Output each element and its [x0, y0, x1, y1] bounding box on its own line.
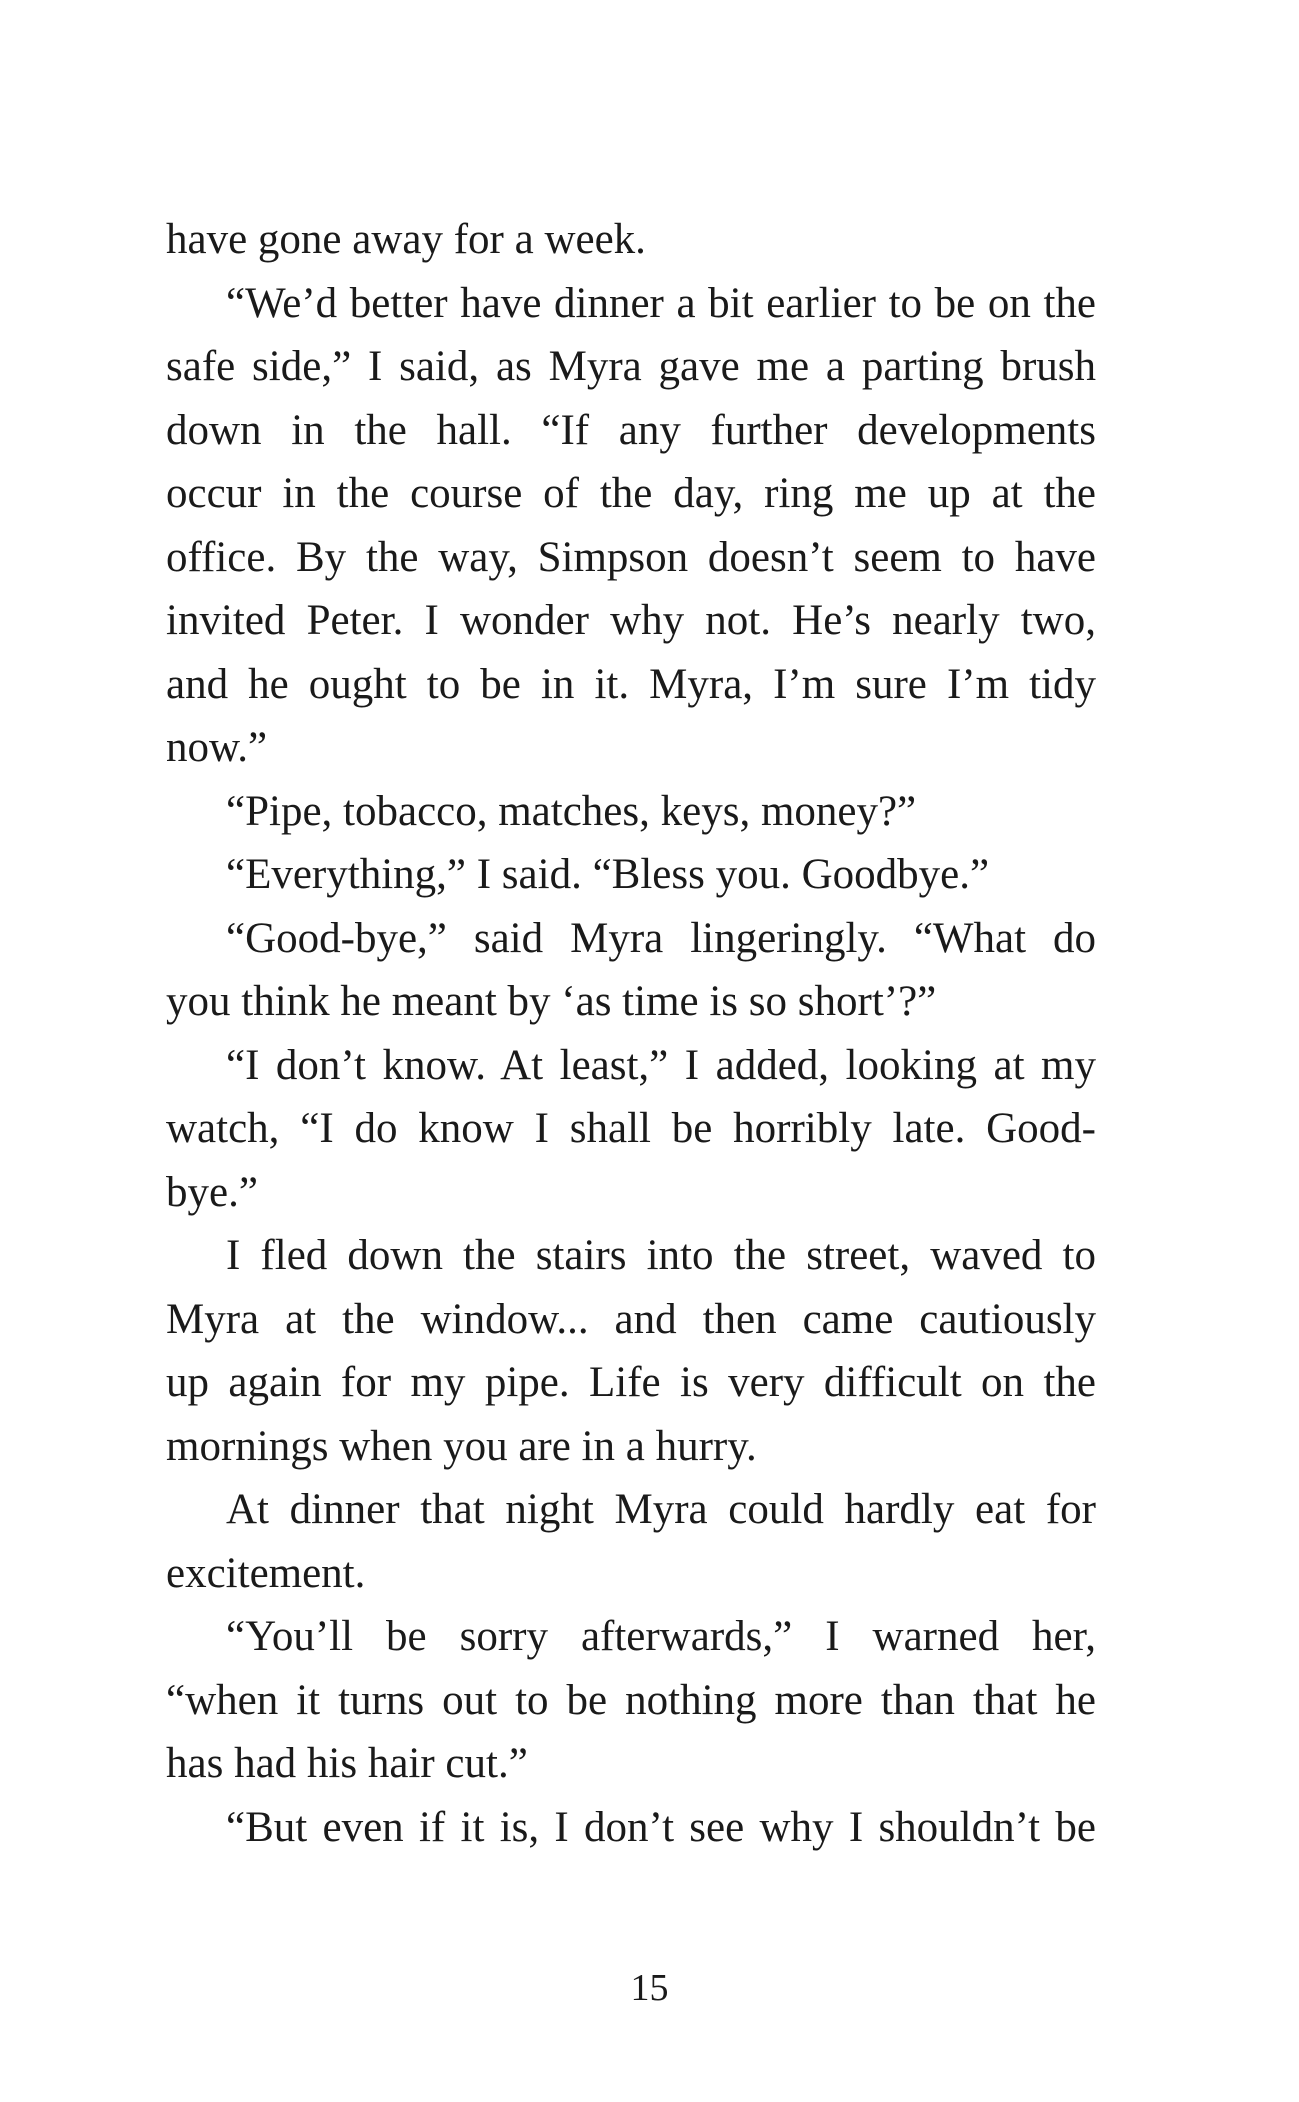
text-line: watch, “I do know I shall be horribly late. Good- — [166, 1105, 1096, 1152]
text-line: has had his hair cut.” — [166, 1740, 528, 1787]
text-line: “You’ll be sorry afterwards,” I warned her, — [226, 1613, 1096, 1660]
text-line: Myra at the window... and then came cautiously — [166, 1295, 1096, 1343]
text-line: now.” — [166, 724, 268, 771]
text-line: safe side,” I said, as Myra gave me a parting brush — [166, 343, 1096, 390]
text-line: “Pipe, tobacco, matches, keys, money?” — [226, 787, 917, 835]
text-line: and he ought to be in it. Myra, I’m sure I’m tidy — [166, 660, 1096, 708]
page-number: 15 — [630, 1967, 669, 2009]
text-line: office. By the way, Simpson doesn’t seem to have — [166, 533, 1096, 581]
text-line: I fled down the stairs into the street, waved to — [226, 1232, 1096, 1279]
text-line: up again for my pipe. Life is very difficult on the — [166, 1359, 1096, 1406]
text-line: At dinner that night Myra could hardly eat for — [226, 1486, 1096, 1533]
text-line: down in the hall. “If any further developments — [166, 406, 1096, 454]
text-line: “I don’t know. At least,” I added, looking at my — [226, 1041, 1096, 1089]
text-line: mornings when you are in a hurry. — [166, 1422, 757, 1470]
text-line: “when it turns out to be nothing more than that he — [166, 1676, 1096, 1724]
text-line: bye.” — [166, 1168, 258, 1216]
text-line: invited Peter. I wonder why not. He’s nearly two, — [166, 597, 1096, 644]
text-line: have gone away for a week. — [166, 216, 646, 263]
page-body — [166, 208, 1096, 1859]
text-line: occur in the course of the day, ring me up at the — [166, 470, 1096, 517]
text-line: excitement. — [166, 1549, 366, 1597]
text-line: you think he meant by ‘as time is so short’?” — [166, 978, 937, 1025]
text-line: “But even if it is, I don’t see why I shouldn’t be — [226, 1803, 1096, 1851]
text-line: “Everything,” I said. “Bless you. Goodbye.” — [226, 851, 990, 898]
text-line: “Good-bye,” said Myra lingeringly. “What do — [226, 914, 1096, 962]
text-line: “We’d better have dinner a bit earlier to be on the — [226, 279, 1096, 327]
